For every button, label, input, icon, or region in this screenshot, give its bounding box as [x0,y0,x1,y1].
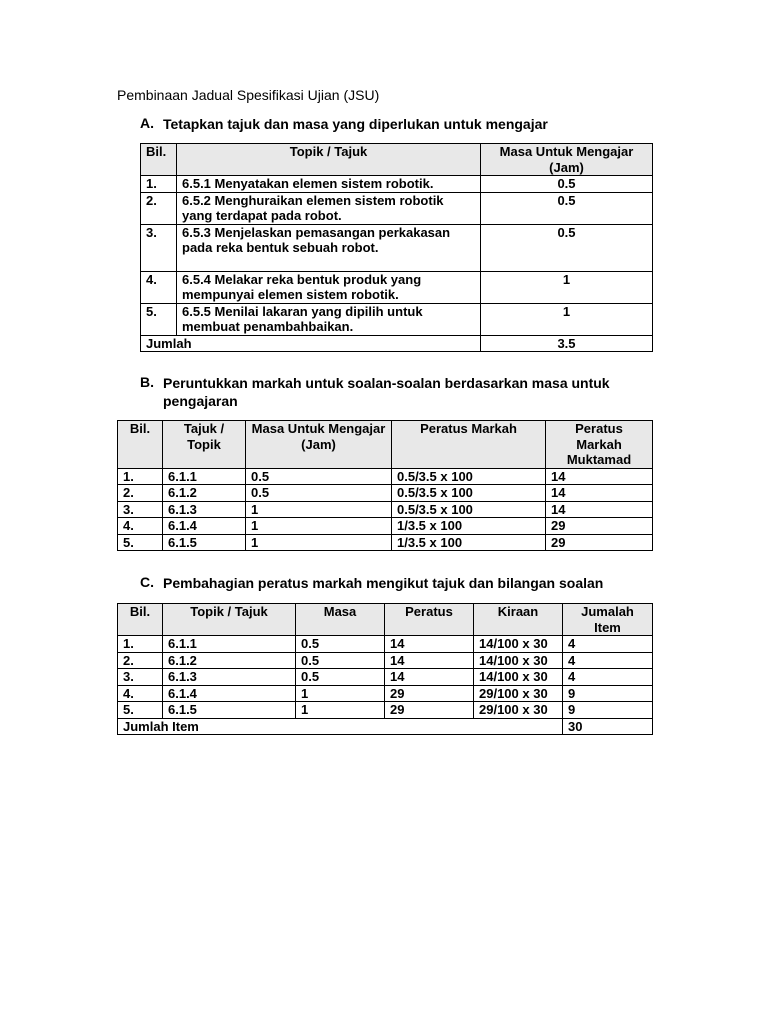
cell-bil: 2. [141,192,177,224]
cell-muktamad: 14 [546,485,653,502]
table-row [118,636,653,653]
col-header-kiraan: Kiraan [474,604,563,636]
cell-item: 9 [563,685,653,702]
col-header-bil: Bil. [118,421,163,469]
table-row [118,468,653,485]
cell-kiraan: 14/100 x 30 [474,636,563,653]
col-header-muktamad: Peratus Markah Muktamad [546,421,653,469]
table-row [118,652,653,669]
col-header-tajuk: Tajuk / Topik [163,421,246,469]
table-row [118,501,653,518]
cell-peratus: 1/3.5 x 100 [392,534,546,551]
col-header-bil: Bil. [118,604,163,636]
section-c-text: Pembahagian peratus markah mengikut tajuk dan bilangan soalan [163,575,604,591]
cell-topic: 6.5.1 Menyatakan elemen sistem robotik. [177,176,481,193]
cell-item: 4 [563,636,653,653]
cell-tajuk: 6.1.2 [163,485,246,502]
cell-bil: 2. [118,652,163,669]
section-b-letter: B. [140,374,154,390]
cell-topic: 6.5.3 Menjelaskan pemasangan perkakasan pada reka bentuk sebuah robot. [177,224,481,271]
cell-muktamad: 14 [546,468,653,485]
table-row [118,485,653,502]
table-row [141,224,653,271]
table-row [118,702,653,719]
cell-masa: 0.5 [296,669,385,686]
page-title: Pembinaan Jadual Spesifikasi Ujian (JSU) [117,87,380,103]
cell-tajuk: 6.1.1 [163,468,246,485]
cell-peratus: 0.5/3.5 x 100 [392,501,546,518]
cell-topik: 6.1.1 [163,636,296,653]
total-label: Jumlah [141,335,481,352]
cell-masa: 0.5 [246,485,392,502]
col-header-topik: Topik / Tajuk [163,604,296,636]
cell-bil: 1. [118,468,163,485]
cell-peratus: 29 [385,685,474,702]
table-row [141,176,653,193]
cell-topic: 6.5.5 Menilai lakaran yang dipilih untuk membuat penambahbaikan. [177,303,481,335]
cell-masa: 0.5 [481,192,653,224]
cell-topik: 6.1.3 [163,669,296,686]
table-row [118,534,653,551]
cell-bil: 4. [141,271,177,303]
cell-peratus: 0.5/3.5 x 100 [392,468,546,485]
cell-bil: 1. [118,636,163,653]
cell-topik: 6.1.4 [163,685,296,702]
table-row [141,303,653,335]
table-row [118,685,653,702]
col-header-masa: Masa Untuk Mengajar (Jam) [246,421,392,469]
cell-kiraan: 29/100 x 30 [474,702,563,719]
cell-masa: 1 [296,702,385,719]
table-total-row [141,335,653,352]
cell-kiraan: 29/100 x 30 [474,685,563,702]
cell-tajuk: 6.1.3 [163,501,246,518]
cell-masa: 0.5 [481,224,653,271]
section-b-text-line2: pengajaran [163,393,238,409]
section-a-letter: A. [140,115,154,131]
table-row [118,518,653,535]
cell-bil: 1. [141,176,177,193]
cell-peratus: 14 [385,636,474,653]
table-topics-time [140,143,653,352]
cell-masa: 1 [246,518,392,535]
cell-peratus: 0.5/3.5 x 100 [392,485,546,502]
col-header-masa: Masa [296,604,385,636]
table-marks-allocation [117,420,653,551]
cell-peratus: 29 [385,702,474,719]
cell-item: 4 [563,652,653,669]
cell-masa: 0.5 [246,468,392,485]
cell-masa: 1 [246,534,392,551]
cell-kiraan: 14/100 x 30 [474,669,563,686]
table-row [118,669,653,686]
col-header-peratus: Peratus [385,604,474,636]
cell-kiraan: 14/100 x 30 [474,652,563,669]
cell-masa: 1 [246,501,392,518]
col-header-peratus: Peratus Markah [392,421,546,469]
cell-muktamad: 14 [546,501,653,518]
col-header-item: Jumalah Item [563,604,653,636]
cell-item: 4 [563,669,653,686]
cell-bil: 5. [118,702,163,719]
col-header-topik: Topik / Tajuk [177,144,481,176]
cell-bil: 5. [118,534,163,551]
cell-item: 9 [563,702,653,719]
cell-masa: 0.5 [481,176,653,193]
cell-peratus: 14 [385,669,474,686]
section-b-text-line1: Peruntukkan markah untuk soalan-soalan berdasarkan masa untuk [163,375,610,391]
table-item-distribution [117,603,653,735]
cell-topik: 6.1.5 [163,702,296,719]
section-a-text: Tetapkan tajuk dan masa yang diperlukan untuk mengajar [163,116,548,132]
cell-masa: 0.5 [296,652,385,669]
cell-topik: 6.1.2 [163,652,296,669]
cell-bil: 4. [118,518,163,535]
cell-masa: 0.5 [296,636,385,653]
cell-bil: 4. [118,685,163,702]
table-row [141,192,653,224]
table-total-row [118,718,653,735]
cell-peratus: 14 [385,652,474,669]
total-value: 3.5 [481,335,653,352]
table-row [141,271,653,303]
section-b-heading [140,374,660,414]
cell-masa: 1 [481,303,653,335]
total-label: Jumlah Item [118,718,563,735]
cell-bil: 2. [118,485,163,502]
cell-bil: 3. [141,224,177,271]
col-header-bil: Bil. [141,144,177,176]
cell-tajuk: 6.1.4 [163,518,246,535]
section-c-letter: C. [140,574,154,590]
col-header-masa: Masa Untuk Mengajar (Jam) [481,144,653,176]
total-value: 30 [563,718,653,735]
cell-masa: 1 [296,685,385,702]
cell-topic: 6.5.2 Menghuraikan elemen sistem robotik yang terdapat pada robot. [177,192,481,224]
cell-muktamad: 29 [546,518,653,535]
cell-bil: 5. [141,303,177,335]
cell-tajuk: 6.1.5 [163,534,246,551]
cell-bil: 3. [118,669,163,686]
cell-peratus: 1/3.5 x 100 [392,518,546,535]
cell-bil: 3. [118,501,163,518]
cell-topic: 6.5.4 Melakar reka bentuk produk yang mempunyai elemen sistem robotik. [177,271,481,303]
cell-muktamad: 29 [546,534,653,551]
cell-masa: 1 [481,271,653,303]
section-c-heading [140,574,660,594]
section-a-heading [140,115,660,135]
